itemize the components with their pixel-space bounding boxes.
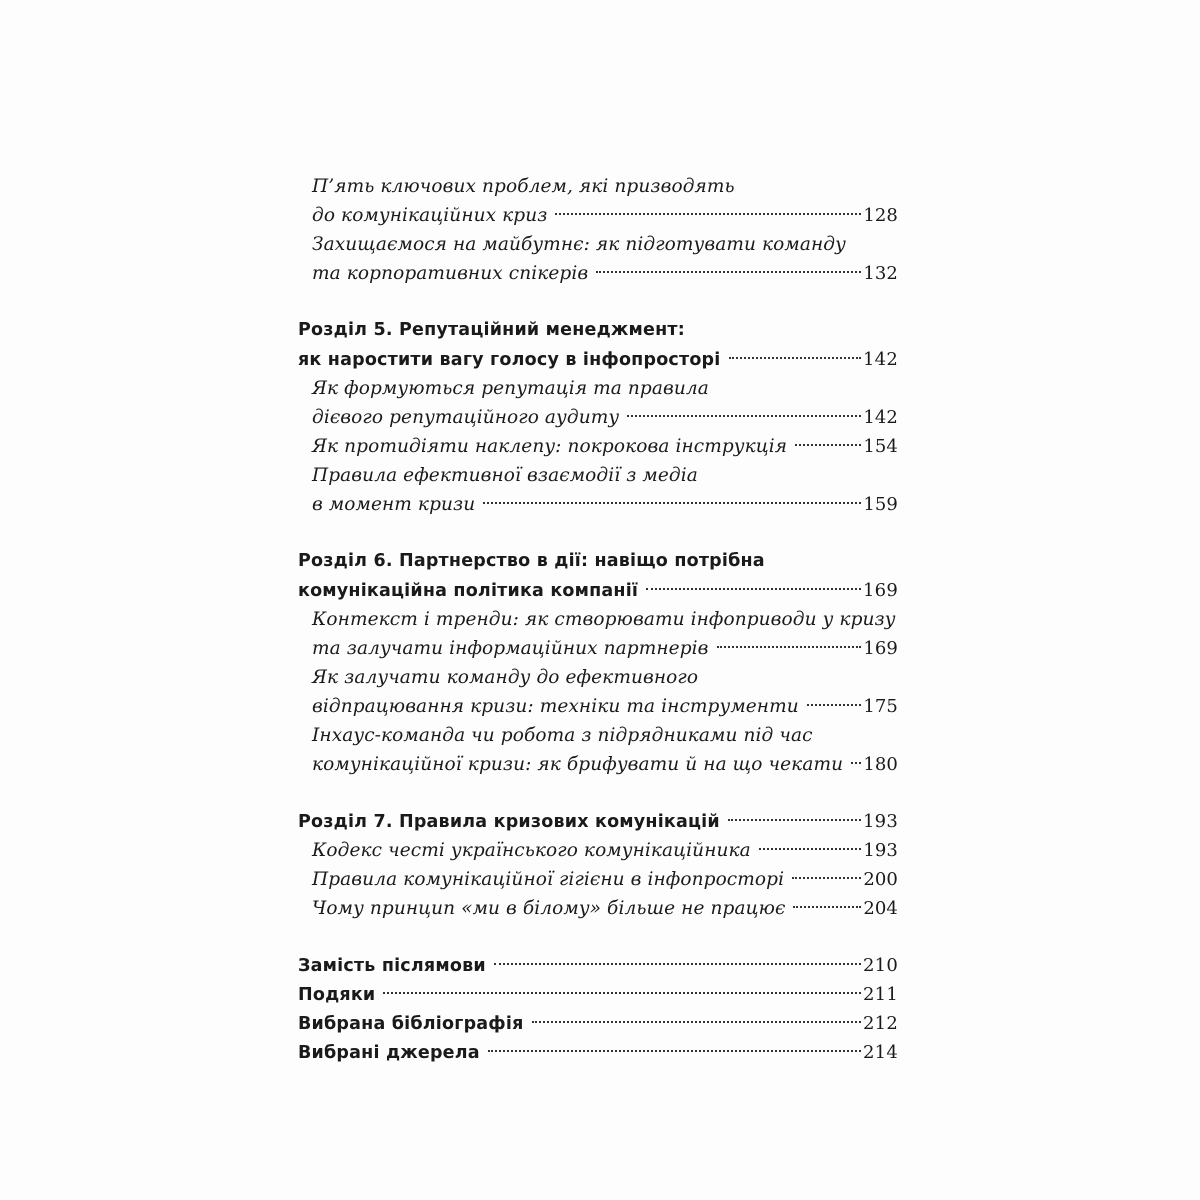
chapter-heading xyxy=(298,807,898,836)
table-of-contents xyxy=(298,172,898,1067)
page-number: 211 xyxy=(863,984,898,1005)
toc-entry-line xyxy=(298,605,898,634)
back-matter-title: Вибрані джерела xyxy=(298,1043,480,1063)
chapter-title: як наростити вагу голосу в інфопросторі xyxy=(298,350,721,370)
toc-entry-line xyxy=(298,663,898,692)
toc-entry-line xyxy=(298,692,898,721)
toc-entry-title: Як залучати команду до ефективного xyxy=(312,667,699,688)
dot-leader xyxy=(717,646,862,648)
toc-entry-line xyxy=(298,432,898,461)
dot-leader xyxy=(488,1050,861,1052)
toc-entry-line xyxy=(298,374,898,403)
dot-leader xyxy=(807,704,862,706)
dot-leader xyxy=(596,271,861,273)
page-number: 169 xyxy=(863,638,898,659)
toc-entry-line xyxy=(298,836,898,865)
dot-leader xyxy=(759,848,862,850)
toc-entry-title: Правила ефективної взаємодії з медіа xyxy=(312,465,698,486)
toc-entry-line xyxy=(298,172,898,201)
toc-entry-line xyxy=(298,259,898,288)
toc-entry-title: відпрацювання кризи: техніки та інструменти xyxy=(312,696,799,717)
chapter-title: комунікаційна політика компанії xyxy=(298,581,639,601)
chapter-heading xyxy=(298,576,898,605)
toc-entry-line xyxy=(298,490,898,519)
toc-entry-title: комунікаційної кризи: як брифувати й на що чекати xyxy=(312,754,844,775)
dot-leader xyxy=(494,963,861,965)
page-number: 210 xyxy=(863,955,898,976)
dot-leader xyxy=(795,444,861,446)
toc-entry-line xyxy=(298,403,898,432)
toc-entry-line xyxy=(298,865,898,894)
toc-entry-line xyxy=(298,201,898,230)
back-matter-entry xyxy=(298,951,898,980)
back-matter-entry xyxy=(298,980,898,1009)
page-number: 193 xyxy=(863,840,898,861)
dot-leader xyxy=(646,588,861,590)
toc-entry-title: Контекст і тренди: як створювати інфоприводи у кризу xyxy=(312,609,896,630)
toc-entry-title: Як формуються репутація та правила xyxy=(312,378,709,399)
chapter-heading xyxy=(298,547,898,576)
toc-entry-line xyxy=(298,461,898,490)
page-number: 142 xyxy=(863,407,898,428)
toc-entry-line xyxy=(298,894,898,923)
dot-leader xyxy=(728,819,861,821)
toc-entry-title: П’ять ключових проблем, які призводять xyxy=(312,176,735,197)
back-matter-title: Замість післямови xyxy=(298,956,486,976)
toc-entry-line xyxy=(298,230,898,259)
toc-entry-line xyxy=(298,721,898,750)
toc-entry-title: до комунікаційних криз xyxy=(312,205,548,226)
toc-entry-line xyxy=(298,634,898,663)
page-number: 212 xyxy=(863,1013,898,1034)
chapter-title: Розділ 5. Репутаційний менеджмент: xyxy=(298,320,685,340)
toc-entry-title: Захищаємося на майбутнє: як підготувати команду xyxy=(312,234,846,255)
chapter-heading xyxy=(298,316,898,345)
dot-leader xyxy=(792,877,861,879)
toc-entry-title: Як протидіяти наклепу: покрокова інструкція xyxy=(312,436,788,457)
page-number: 159 xyxy=(863,494,898,515)
page-number: 175 xyxy=(863,696,898,717)
back-matter-entry xyxy=(298,1038,898,1067)
chapter-title: Розділ 6. Партнерство в дії: навіщо потрібна xyxy=(298,551,765,571)
page-number: 169 xyxy=(863,580,898,601)
toc-entry-title: та залучати інформаційних партнерів xyxy=(312,638,709,659)
chapter-heading xyxy=(298,345,898,374)
toc-entry-title: Інхаус-команда чи робота з підрядниками під час xyxy=(312,725,813,746)
page-number: 142 xyxy=(863,349,898,370)
back-matter-title: Вибрана бібліографія xyxy=(298,1014,524,1034)
page-number: 204 xyxy=(863,898,898,919)
page-number: 132 xyxy=(863,263,898,284)
dot-leader xyxy=(851,762,861,764)
toc-entry-title: Чому принцип «ми в білому» більше не працює xyxy=(312,898,786,919)
dot-leader xyxy=(793,906,861,908)
toc-entry-line xyxy=(298,750,898,779)
toc-entry-title: дієвого репутаційного аудиту xyxy=(312,407,620,428)
page-number: 193 xyxy=(863,811,898,832)
page-number: 214 xyxy=(863,1042,898,1063)
page-number: 128 xyxy=(863,205,898,226)
chapter-title: Розділ 7. Правила кризових комунікацій xyxy=(298,812,720,832)
back-matter-entry xyxy=(298,1009,898,1038)
page-number: 200 xyxy=(863,869,898,890)
dot-leader xyxy=(532,1021,862,1023)
page-number: 180 xyxy=(863,754,898,775)
dot-leader xyxy=(627,415,861,417)
dot-leader xyxy=(483,502,861,504)
dot-leader xyxy=(555,213,861,215)
toc-entry-title: Правила комунікаційної гігієни в інфопросторі xyxy=(312,869,785,890)
toc-entry-title: в момент кризи xyxy=(312,494,476,515)
dot-leader xyxy=(729,357,862,359)
toc-entry-title: Кодекс честі українського комунікаційника xyxy=(312,840,751,861)
page-number: 154 xyxy=(863,436,898,457)
dot-leader xyxy=(383,992,861,994)
toc-entry-title: та корпоративних спікерів xyxy=(312,263,589,284)
back-matter-title: Подяки xyxy=(298,985,376,1005)
